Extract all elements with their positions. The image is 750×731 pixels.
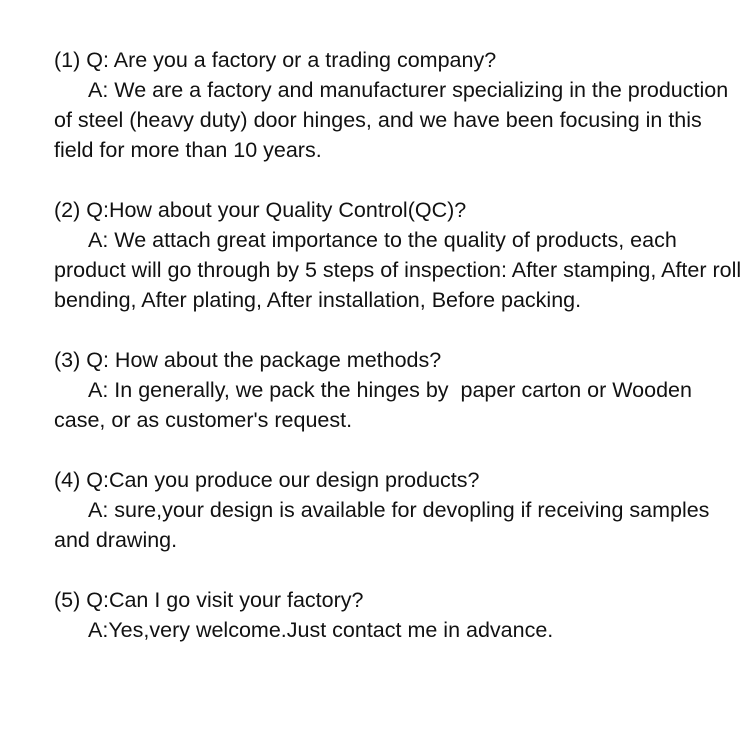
faq-item-1 <box>54 45 744 165</box>
faq-item-3 <box>54 345 744 435</box>
faq-item-5 <box>54 585 744 645</box>
faq-answer: A:Yes,very welcome.Just contact me in advance. <box>88 618 554 642</box>
faq-question: (5) Q:Can I go visit your factory? <box>54 588 364 612</box>
faq-answer: A: We are a factory and manufacturer specializing in the production of steel (heavy duty) door hinges, and we have been focusing in this field for more than 10 years. <box>54 78 735 162</box>
faq-question: (2) Q:How about your Quality Control(QC)? <box>54 198 467 222</box>
faq-list <box>54 45 748 675</box>
faq-item-2 <box>54 195 748 315</box>
faq-question: (4) Q:Can you produce our design products? <box>54 468 480 492</box>
faq-question: (3) Q: How about the package methods? <box>54 348 442 372</box>
faq-answer: A: sure,your design is available for devopling if receiving samples and drawing. <box>54 498 716 552</box>
faq-answer: A: We attach great importance to the quality of products, each product will go through by 5 steps of inspection: After stamping, After roll bending, After plating, After installation, Before packing. <box>54 228 748 312</box>
faq-item-4 <box>54 465 744 555</box>
faq-answer: A: In generally, we pack the hinges by paper carton or Wooden case, or as customer's request. <box>54 378 698 432</box>
faq-question: (1) Q: Are you a factory or a trading company? <box>54 48 497 72</box>
